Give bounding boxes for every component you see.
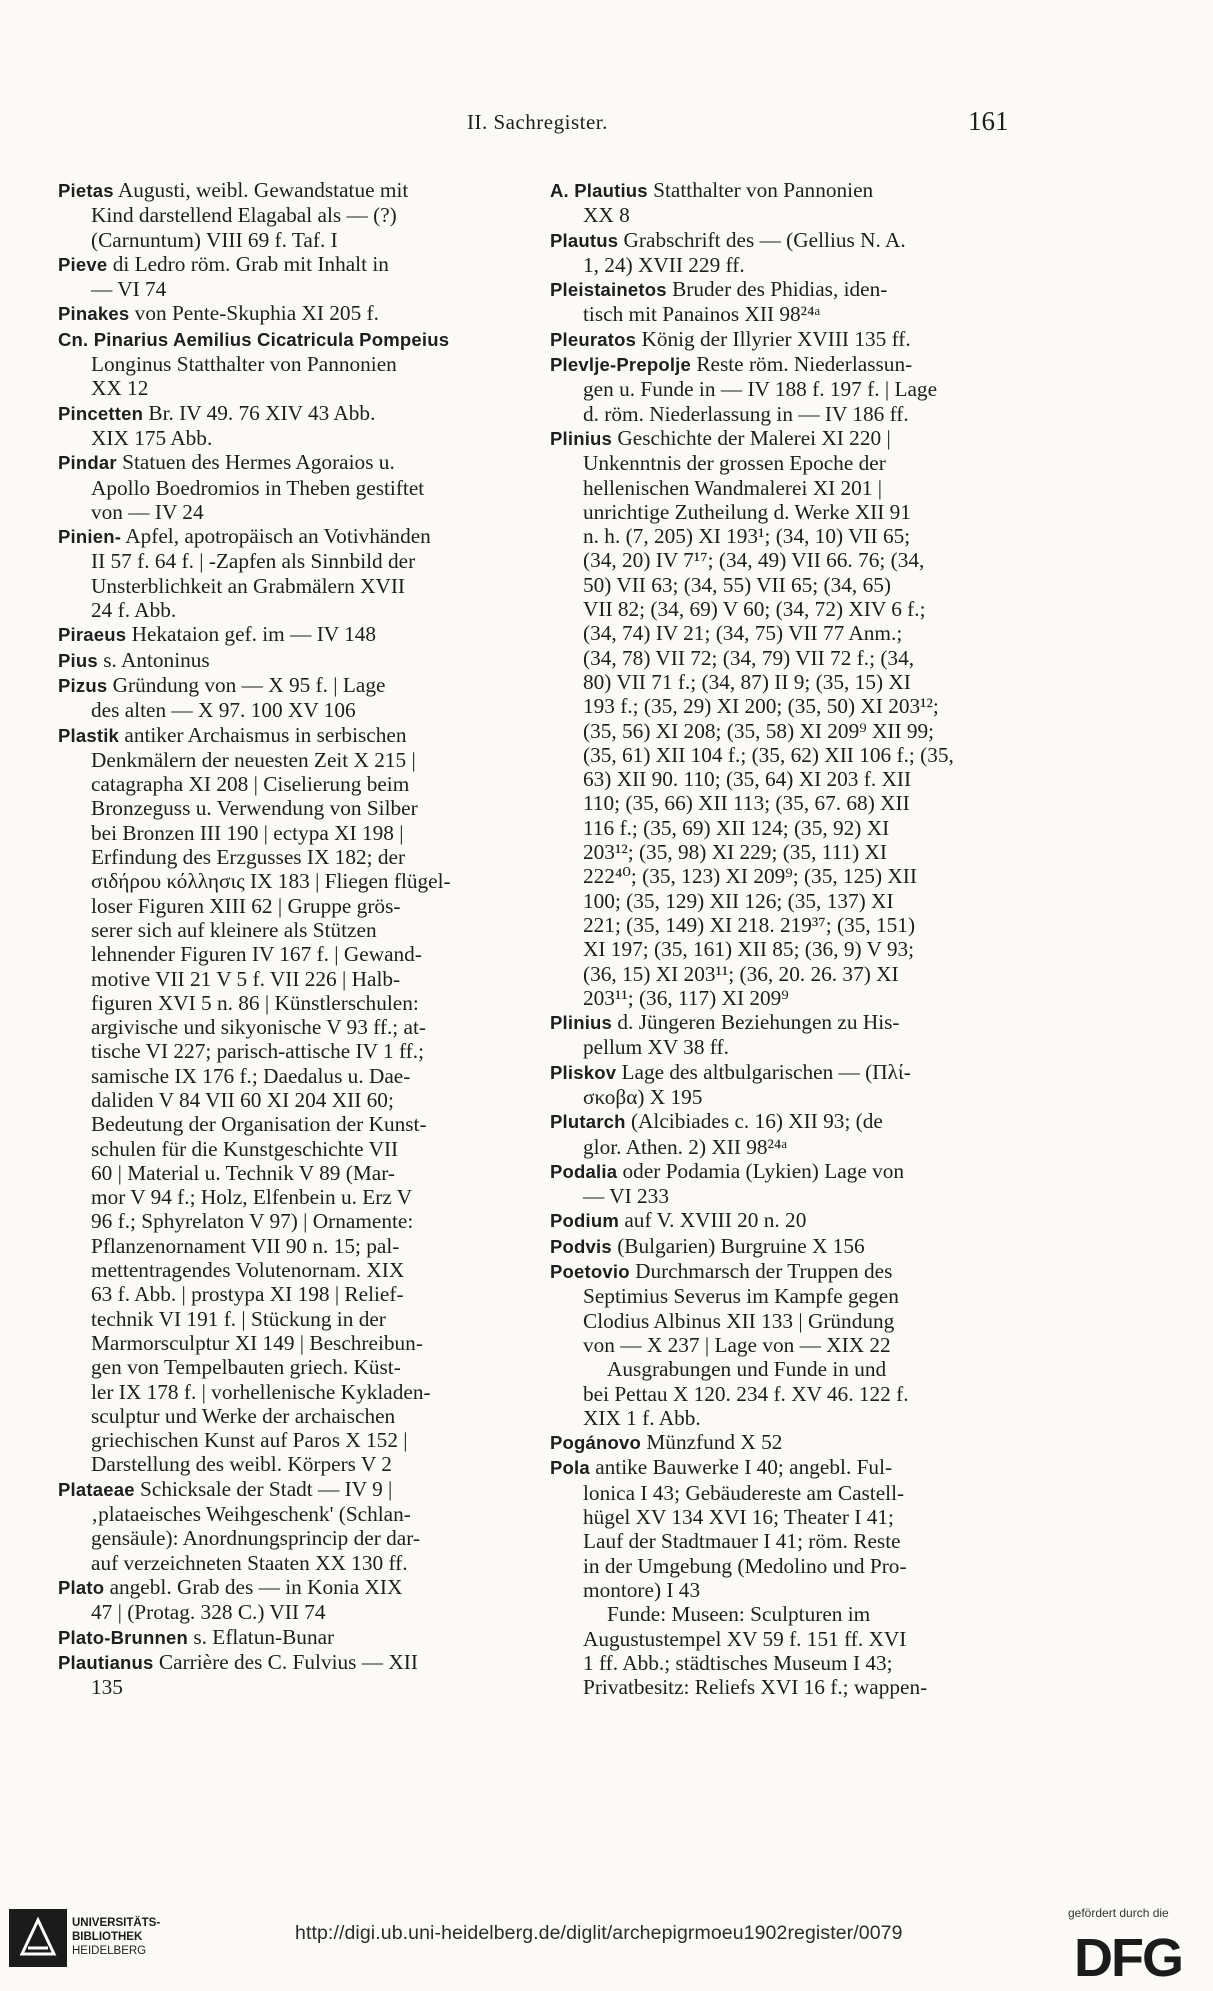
entry-text-line: 193 f.; (35, 29) XI 200; (35, 50) XI 203¹²; [583,694,939,719]
entry-text-line: Statthalter von Pannonien [653,178,874,202]
entry-text-line: glor. Athen. 2) XII 98²⁴ᵃ [583,1134,788,1159]
entry-text-line: (36, 15) XI 203¹¹; (36, 20. 26. 37) XI [583,961,899,986]
entry-text-line: 1, 24) XVII 229 ff. [583,252,745,277]
entry-text-line: von — X 237 | Lage von — XIX 22 [583,1332,891,1357]
entry-headword: Plastik [58,724,120,746]
entry-text-line: hügel XV 134 XVI 16; Theater I 41; [583,1505,894,1530]
entry-headword: Plato-Brunnen [58,1626,189,1648]
entry-text-line: — VI 233 [583,1184,669,1209]
entry-text-line: Erfindung des Erzgusses IX 182; der [91,845,406,870]
entry-headword: Pizus [58,674,108,696]
entry-text-line: Unkenntnis der grossen Epoche der [583,451,886,476]
entry-text-line: σιδήρου κόλλησις IX 183 | Fliegen flügel- [91,869,451,894]
entry-text-line: tische VI 227; parisch-attische IV 1 ff.; [91,1039,424,1064]
entry-text-line: (34, 20) IV 7¹⁷; (34, 49) VII 66. 76; (34, [583,548,925,573]
entry-text-line: serer sich auf kleinere als Stützen [91,917,377,942]
library-seal-icon [8,1908,68,1968]
entry-text-line: gensäule): Anordnungsprincip der dar- [91,1526,420,1551]
entry-text-line: lonica I 43; Gebäudereste am Castell- [583,1480,905,1505]
entry-headword: Cn. Pinarius Aemilius Cicatricula Pompeius [58,328,450,350]
digital-collection-url[interactable]: http://digi.ub.uni-heidelberg.de/diglit/archepigrmoeu1902register/0079 [295,1922,903,1944]
entry-text-line: ‚plataeisches Weihgeschenk' (Schlan- [91,1502,411,1527]
index-entry [58,673,523,723]
entry-headword: Pieve [58,253,108,275]
entry-text-line: Bruder des Phidias, iden- [672,277,888,302]
entry-text-line: Longinus Statthalter von Pannonien [91,352,397,377]
entry-text-line: Carrière des C. Fulvius — XII [158,1649,418,1674]
entry-text-line: hellenischen Wandmalerei XI 201 | [583,475,883,500]
library-line-1: UNIVERSITÄTS- [72,1917,161,1929]
index-entry [550,1060,1015,1110]
index-entry [550,426,1015,1010]
entry-text-line: Kind darstellend Elagabal als — (?) [91,203,397,228]
entry-text-line: technik VI 191 f. | Stückung in der [91,1306,386,1331]
entry-headword: Poetovio [550,1261,630,1283]
entry-text-line: Statuen des Hermes Agoraios u. [122,450,395,475]
entry-text-line: 1 ff. Abb.; städtisches Museum I 43; [583,1650,893,1675]
entry-text-line: Ausgrabungen und Funde in und [607,1357,887,1382]
entry-text-line: (Carnuntum) VIII 69 f. Taf. I [91,227,338,252]
entry-text-line: Gründung von — X 95 f. | Lage [112,672,386,697]
entry-headword: Pinien- [58,526,122,548]
entry-text-line: XI 197; (35, 161) XII 85; (36, 9) V 93; [583,937,915,962]
entry-text-line: griechischen Kunst auf Paros X 152 | [91,1428,408,1453]
entry-text-line: des alten — X 97. 100 XV 106 [91,698,356,723]
entry-text-line: motive VII 21 V 5 f. VII 226 | Halb- [91,966,401,991]
entry-text-line: Clodius Albinus XII 133 | Gründung [583,1308,895,1333]
entry-text-line: 24 f. Abb. [91,598,177,623]
entry-text-line: 50) VII 63; (34, 55) VII 65; (34, 65) [583,572,891,597]
entry-text-line: 63 f. Abb. | prostypa XI 198 | Relief- [91,1282,404,1307]
entry-text-line: pellum XV 38 ff. [583,1035,729,1060]
entry-text-line: catagrapha XI 208 | Ciselierung beim [91,772,410,797]
entry-text-line: figuren XVI 5 n. 86 | Künstlerschulen: [91,990,419,1015]
entry-text-line: 221; (35, 149) XI 218. 219³⁷; (35, 151) [583,912,916,937]
entry-text-line: angebl. Grab des — in Konia XIX [109,1574,403,1599]
entry-text-line: 100; (35, 129) XII 126; (35, 137) XI [583,888,894,913]
entry-headword: Pola [550,1457,590,1479]
page-number: 161 [968,106,1009,136]
entry-text-line: Münzfund X 52 [646,1430,783,1455]
entry-text-line: Pflanzenornament VII 90 n. 15; pal- [91,1233,400,1258]
entry-headword: Pietas [58,180,114,201]
entry-headword: Plautianus [58,1651,154,1673]
entry-text-line: (Alcibiades c. 16) XII 93; (de [630,1109,883,1134]
entry-text-line: gen u. Funde in — IV 188 f. 197 f. | Lage [583,377,938,402]
entry-headword: Pleuratos [550,328,637,350]
entry-text-line: loser Figuren XIII 62 | Gruppe grös- [91,893,401,918]
index-entry [58,252,523,302]
index-entry [550,1159,1015,1209]
entry-text-line: s. Eflatun-Bunar [193,1624,335,1649]
index-entry [58,1650,523,1700]
entry-text-line: 47 | (Protag. 328 C.) VII 74 [91,1600,326,1625]
entry-headword: Plevlje-Prepolje [550,354,691,376]
entry-text-line: Privatbesitz: Reliefs XVI 16 f.; wappen- [583,1675,928,1700]
entry-text-line: 222⁴⁰; (35, 123) XI 209⁹; (35, 125) XII [583,864,917,889]
entry-text-line: n. h. (7, 205) XI 193¹; (34, 10) VII 65; [583,524,911,549]
entry-text-line: bei Pettau X 120. 234 f. XV 46. 122 f. [583,1381,909,1406]
entry-text-line: 96 f.; Sphyrelaton V 97) | Ornamente: [91,1209,414,1234]
entry-headword: Plato [58,1576,105,1598]
entry-text-line: Lage des altbulgarischen — (Πλί- [621,1059,911,1084]
index-entry [58,723,523,1477]
entry-text-line: 203¹²; (35, 98) XI 229; (35, 111) XI [583,840,887,865]
entry-text-line: antiker Archaismus in serbischen [124,722,407,747]
entry-text-line: Reste röm. Niederlassun- [696,352,913,377]
index-entry [58,450,523,524]
index-entry [550,1234,1015,1259]
entry-text-line: ler IX 178 f. | vorhellenische Kykladen- [91,1379,431,1404]
entry-text-line: sculptur und Werke der archaischen [91,1403,396,1428]
entry-headword: Podalia [550,1160,618,1182]
dfg-logo [1070,1926,1200,1982]
index-entry [58,648,523,673]
entry-text-line: Grabschrift des — (Gellius N. A. [623,227,906,252]
entry-text-line: 203¹¹; (36, 117) XI 209⁹ [583,985,789,1010]
index-entry [58,1477,523,1575]
entry-headword: Pius [58,649,98,671]
entry-text-line: Septimius Severus im Kampfe gegen [583,1284,899,1309]
page-header [0,106,1213,150]
entry-text-line: Marmorsculptur XI 149 | Beschreibun- [91,1330,423,1355]
svg-text:DFG: DFG [1074,1928,1182,1982]
entry-text-line: schulen für die Kunstgeschichte VII [91,1136,399,1161]
index-entry [550,1208,1015,1233]
index-entry [58,401,523,451]
entry-headword: Pindar [58,452,117,474]
entry-text-line: Bedeutung der Organisation der Kunst- [91,1112,427,1137]
library-line-2: BIBLIOTHEK [72,1931,143,1943]
index-column-left [58,178,523,1699]
entry-text-line: — VI 74 [91,277,167,302]
entry-text-line: 60 | Material u. Technik V 89 (Mar- [91,1160,395,1185]
entry-text-line: σκοβα) X 195 [583,1084,703,1109]
index-entry [58,301,523,326]
index-entry [550,327,1015,352]
page-footer [0,1900,1213,1991]
index-column-right [550,178,1015,1699]
entry-headword: Plinius [550,1012,613,1034]
entry-headword: Pincetten [58,402,144,424]
running-title: II. Sachregister. [467,110,608,134]
index-entry [58,622,523,647]
index-entry [58,1625,523,1650]
entry-text-line: mettentragendes Volutenornam. XIX [91,1258,405,1283]
entry-text-line: 110; (35, 66) XII 113; (35, 67. 68) XII [583,791,910,816]
entry-text-line: Darstellung des weibl. Körpers V 2 [91,1452,392,1477]
entry-text-line: Lauf der Stadtmauer I 41; röm. Reste [583,1529,901,1554]
entry-text-line: gen von Tempelbauten griech. Küst- [91,1355,401,1380]
entry-headword: Piraeus [58,624,127,646]
index-entry [550,1259,1015,1357]
entry-text-line: d. Jüngeren Beziehungen zu His- [617,1010,900,1035]
entry-text-line: unrichtige Zutheilung d. Werke XII 91 [583,499,911,524]
entry-headword: Podium [550,1210,620,1232]
entry-text-line: in der Umgebung (Medolino und Pro- [583,1553,907,1578]
entry-headword: Pliskov [550,1061,617,1083]
entry-text-line: Unsterblichkeit an Grabmälern XVII [91,573,406,598]
entry-text-line: Augustustempel XV 59 f. 151 ff. XVI [583,1626,907,1651]
entry-text-line: Geschichte der Malerei XI 220 | [617,425,891,450]
entry-text-line: Funde: Museen: Sculpturen im [607,1602,871,1627]
entry-text-line: bei Bronzen III 190 | ectypa XI 198 | [91,820,404,845]
entry-text-line: tisch mit Panainos XII 98²⁴ᵃ [583,302,821,327]
entry-text-line: samische IX 176 f.; Daedalus u. Dae- [91,1063,411,1088]
entry-text-line: antike Bauwerke I 40; angebl. Ful- [595,1455,893,1480]
entry-text-line: Bronzeguss u. Verwendung von Silber [91,796,418,821]
entry-headword: Pogánovo [550,1432,642,1454]
index-entry [550,1357,1015,1430]
index-entry [58,327,523,401]
index-entry [550,1602,1015,1699]
index-entry [550,352,1015,426]
entry-text-line: oder Podamia (Lykien) Lage von [622,1158,905,1183]
entry-text-line: Denkmälern der neuesten Zeit X 215 | [91,747,416,772]
entry-headword: A. Plautius [550,180,648,201]
entry-text-line: auf V. XVIII 20 n. 20 [624,1208,807,1233]
entry-text-line: Hekataion gef. im — IV 148 [131,622,377,647]
entry-text-line: daliden V 84 VII 60 XI 204 XII 60; [91,1087,394,1112]
entry-text-line: Durchmarsch der Truppen des [635,1259,893,1284]
index-entry [550,1455,1015,1602]
index-entry [550,1109,1015,1159]
entry-text-line: (Bulgarien) Burgruine X 156 [617,1233,865,1258]
entry-headword: Plautus [550,229,619,251]
entry-text-line: d. röm. Niederlassung in — IV 186 ff. [583,401,909,426]
entry-text-line: Br. IV 49. 76 XIV 43 Abb. [148,400,376,425]
index-entry [550,178,1015,228]
entry-headword: Pinakes [58,303,130,325]
index-entry [550,277,1015,327]
index-entry [58,1575,523,1625]
funding-caption: gefördert durch die [1068,1906,1169,1920]
index-entry [58,524,523,622]
library-line-3: HEIDELBERG [72,1945,147,1957]
entry-text-line: von — IV 24 [91,499,204,524]
entry-text-line: König der Illyrier XVIII 135 ff. [641,326,911,351]
entry-text-line: XIX 1 f. Abb. [583,1405,701,1430]
entry-text-line: lehnender Figuren IV 167 f. | Gewand- [91,942,422,967]
entry-text-line: s. Antoninus [103,647,210,672]
entry-text-line: (35, 56) XI 208; (35, 58) XI 209⁹ XII 99; [583,718,935,743]
entry-text-line: auf verzeichneten Staaten XX 130 ff. [91,1550,408,1575]
entry-text-line: (34, 78) VII 72; (34, 79) VII 72 f.; (34, [583,645,915,670]
entry-text-line: 116 f.; (35, 69) XII 124; (35, 92) XI [583,815,890,840]
entry-text-line: 80) VII 71 f.; (34, 87) II 9; (35, 15) XI [583,669,911,694]
library-name [72,1916,160,1958]
index-entry [550,1010,1015,1060]
entry-text-line: di Ledro röm. Grab mit Inhalt in [112,251,389,276]
index-entry [550,1430,1015,1455]
index-entry [58,178,523,252]
entry-text-line: argivische und sikyonische V 93 ff.; at- [91,1015,426,1040]
entry-text-line: XIX 175 Abb. [91,425,213,450]
entry-text-line: XX 12 [91,376,149,401]
entry-headword: Plutarch [550,1111,626,1133]
entry-text-line: 63) XII 90. 110; (35, 64) XI 203 f. XII [583,767,912,792]
entry-headword: Podvis [550,1235,612,1257]
entry-headword: Plinius [550,427,613,449]
entry-headword: Plataeae [58,1478,135,1500]
entry-text-line: Apollo Boedromios in Theben gestiftet [91,475,425,500]
entry-text-line: VII 82; (34, 69) V 60; (34, 72) XIV 6 f.; [583,597,926,622]
entry-text-line: (35, 61) XII 104 f.; (35, 62) XII 106 f.; (35, [583,742,954,767]
entry-text-line: Augusti, weibl. Gewandstatue mit [117,178,409,202]
entry-text-line: 135 [91,1675,123,1700]
entry-text-line: II 57 f. 64 f. | -Zapfen als Sinnbild der [91,549,416,574]
entry-text-line: XX 8 [583,203,630,228]
entry-headword: Pleistainetos [550,279,667,301]
entry-text-line: (34, 74) IV 21; (34, 75) VII 77 Anm.; [583,621,903,646]
entry-text-line: montore) I 43 [583,1577,701,1602]
entry-text-line: Schicksale der Stadt — IV 9 | [140,1476,393,1501]
entry-text-line: Apfel, apotropäisch an Votivhänden [125,524,431,549]
entry-text-line: von Pente-Skuphia XI 205 f. [134,301,379,326]
index-entry [550,228,1015,278]
entry-text-line: mor V 94 f.; Holz, Elfenbein u. Erz V [91,1185,413,1210]
